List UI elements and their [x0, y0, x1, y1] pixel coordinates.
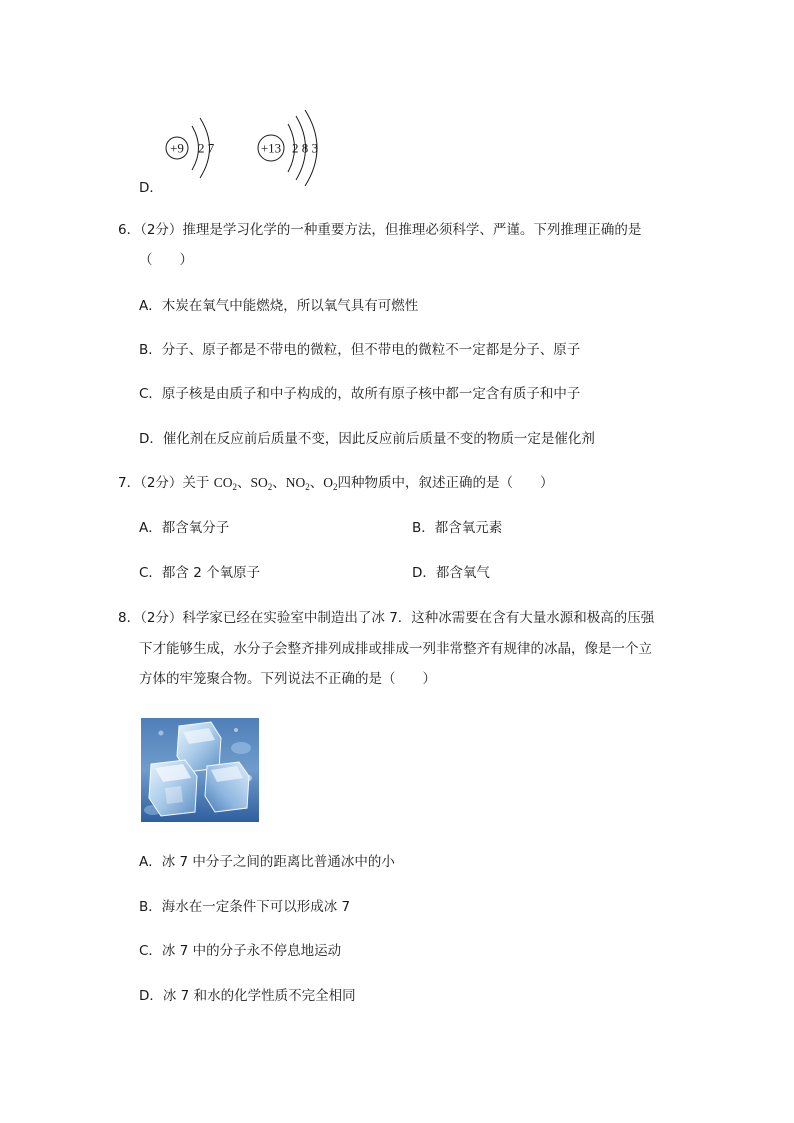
- q7-option-a[interactable]: A．都含氧分子: [139, 520, 230, 536]
- q8-stem-line-2: 下才能够生成，水分子会整齐排列成排或排成一列非常整齐有规律的冰晶，像是一个立: [139, 641, 652, 657]
- q6-option-b[interactable]: B．分子、原子都是不带电的微粒，但不带电的微粒不一定都是分子、原子: [139, 342, 581, 358]
- q7-formula-so2: $SO_2$: [250, 475, 273, 492]
- q6-stem: 6．（2分）推理是学习化学的一种重要方法，但推理必须科学、严谨。下列推理正确的是: [118, 222, 642, 238]
- q7-formula-o2: $O_2$: [323, 475, 338, 492]
- q8-option-a[interactable]: A．冰 7 中分子之间的距离比普通冰中的小: [139, 854, 395, 870]
- atom1-nucleus: +9: [170, 140, 184, 156]
- q8-stem-line-3: 方体的牢笼聚合物。下列说法不正确的是（ ）: [139, 671, 436, 687]
- q6-answer-blank: （ ）: [139, 252, 193, 268]
- q6-option-a[interactable]: A．木炭在氧气中能燃烧，所以氧气具有可燃性: [139, 298, 419, 314]
- atom2-shells: 2 8 3: [292, 140, 318, 156]
- q8-stem-line-1: 8．（2分）科学家已经在实验室中制造出了冰 7．这种冰需要在含有大量水源和极高的压强: [118, 610, 655, 626]
- q7-formula-co2: $CO_2$: [213, 475, 237, 492]
- q7-stem: 7．（2分）关于 $CO_2$、$SO_2$、$NO_2$、$O_2$四种物质中，叙述正确的是（ ）: [118, 475, 554, 492]
- aluminum-atom-diagram: [258, 110, 318, 186]
- q7-stem-suffix: 四种物质中，叙述正确的是（ ）: [337, 475, 554, 491]
- fluorine-atom-diagram: [166, 118, 215, 178]
- q8-option-b[interactable]: B．海水在一定条件下可以形成冰 7: [139, 899, 351, 915]
- q7-option-b[interactable]: B．都含氧元素: [412, 520, 503, 536]
- q7-option-d[interactable]: D．都含氧气: [412, 565, 490, 581]
- ice-cubes-image: [141, 718, 259, 822]
- q8-option-d[interactable]: D．冰 7 和水的化学性质不完全相同: [139, 988, 356, 1004]
- q8-option-c[interactable]: C．冰 7 中的分子永不停息地运动: [139, 943, 342, 959]
- atom1-shells: 2 7: [198, 140, 215, 156]
- atom2-nucleus: +13: [260, 140, 282, 156]
- q7-option-c[interactable]: C．都含 2 个氧原子: [139, 565, 261, 581]
- q7-formula-no2: $NO_2$: [285, 475, 310, 492]
- q7-stem-prefix: 7．（2分）关于: [118, 475, 214, 491]
- q5-option-d-label[interactable]: D．: [139, 180, 163, 196]
- atom-structure-diagram: [155, 108, 345, 188]
- q6-option-c[interactable]: C．原子核是由质子和中子构成的，故所有原子核中都一定含有质子和中子: [139, 386, 581, 402]
- q6-option-d[interactable]: D．催化剂在反应前后质量不变，因此反应前后质量不变的物质一定是催化剂: [139, 431, 595, 447]
